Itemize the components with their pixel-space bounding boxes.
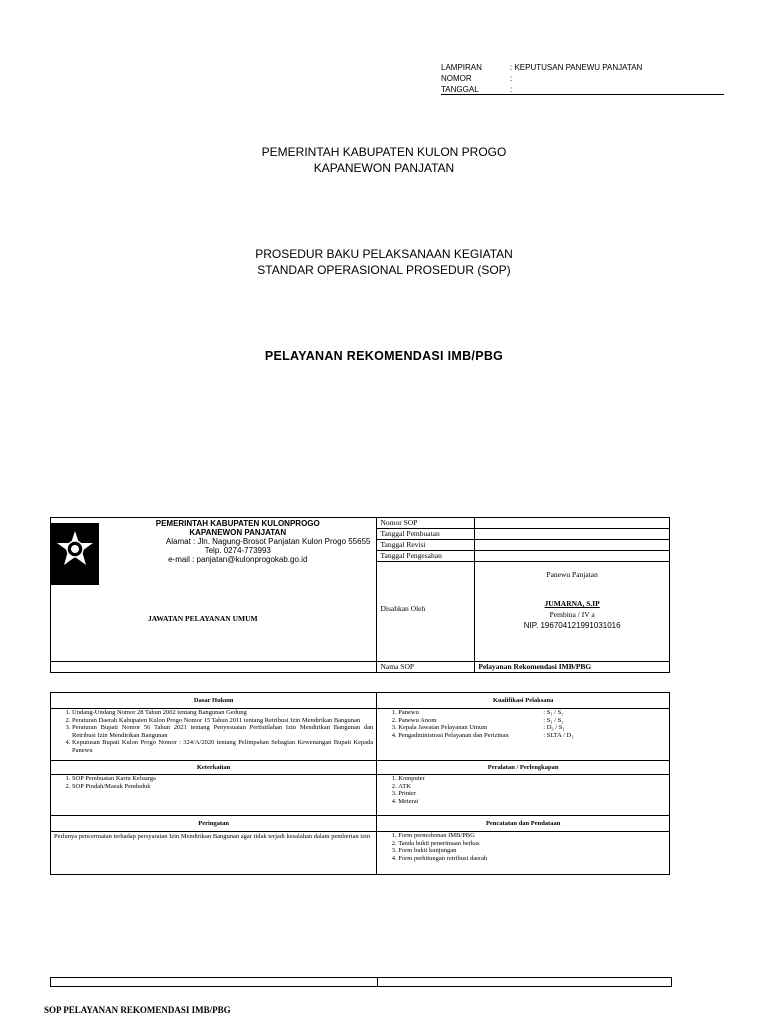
tanggal-revisi-value bbox=[475, 540, 670, 551]
list-item: 3. Form bukti kunjungan bbox=[398, 847, 666, 855]
org-phone: Telp. 0274-773993 bbox=[204, 546, 271, 555]
list-item: 2. Peraturan Daerah Kabupaten Kulon Progo Nomor 15 Tahun 2011 tentang Retribusi Izin Mendirikan Bangunan bbox=[72, 717, 373, 725]
peralatan-header: Peralatan / Perlengkapan bbox=[377, 761, 670, 775]
qual-value: : SLTA / D₃ bbox=[543, 731, 574, 739]
org-email: e-mail : panjatan@kulonprogokab.go.id bbox=[168, 555, 308, 564]
peringatan-header: Peringatan bbox=[51, 816, 377, 832]
dasar-hukum-header: Dasar Hukum bbox=[51, 693, 377, 709]
org-address: Alamat : Jln. Nagung-Brosot Panjatan Kulon Progo 55655 bbox=[165, 537, 371, 546]
nomor-label: NOMOR bbox=[441, 74, 472, 83]
list-item bbox=[398, 724, 666, 732]
approver-rank: Pembina / IV a bbox=[549, 610, 595, 619]
procedure-heading bbox=[0, 246, 768, 278]
keterkaitan-list bbox=[51, 775, 377, 816]
tanggal-revisi-label: Tanggal Revisi bbox=[377, 540, 475, 551]
district-name: KAPANEWON PANJATAN bbox=[313, 161, 455, 175]
lampiran-label: LAMPIRAN bbox=[441, 63, 482, 72]
peringatan-body: Perlunya pencermatan terhadap persyaratan Izin Mendirikan Bangunan agar tidak terjadi kesalahan dalam pemberian izin bbox=[54, 833, 371, 840]
kualifikasi-header: Kualifikasi Pelaksana bbox=[377, 693, 670, 709]
procedure-line: PROSEDUR BAKU PELAKSANAAN KEGIATAN bbox=[255, 247, 513, 261]
approval-cell bbox=[475, 562, 670, 662]
nomor-sop-label: Nomor SOP bbox=[377, 518, 475, 529]
pencatatan-header: Pencatatan dan Pendataan bbox=[377, 816, 670, 832]
list-item: 4. Meterai bbox=[398, 798, 666, 806]
tanggal-pembuatan-value bbox=[475, 529, 670, 540]
dasar-hukum-list bbox=[51, 709, 377, 761]
approver-nip: NIP. 196704121991031016 bbox=[523, 621, 621, 630]
government-name: PEMERINTAH KABUPATEN KULON PROGO bbox=[261, 145, 507, 159]
nomor-value: : bbox=[510, 74, 513, 83]
tanggal-label: TANGGAL bbox=[441, 85, 479, 94]
qual-value: : S₁ / S₂ bbox=[543, 709, 564, 716]
kualifikasi-list bbox=[377, 709, 670, 761]
list-item: 2. ATK bbox=[398, 783, 666, 791]
list-item bbox=[398, 709, 666, 717]
sop-line: STANDAR OPERASIONAL PROSEDUR (SOP) bbox=[257, 263, 511, 277]
qual-name: 2. Panewu Anom bbox=[398, 716, 437, 724]
org-cell bbox=[51, 518, 377, 662]
nomor-row bbox=[441, 73, 642, 84]
lampiran-block bbox=[441, 62, 642, 95]
approver-title: Panewu Panjatan bbox=[546, 570, 598, 579]
org-name: PEMERINTAH KABUPATEN KULONPROGO bbox=[155, 519, 320, 528]
tanggal-pengesahan-label: Tanggal Pengesahan bbox=[377, 551, 475, 562]
document-title: PELAYANAN REKOMENDASI IMB/PBG bbox=[264, 349, 504, 363]
sop-detail-table bbox=[50, 692, 670, 875]
tanggal-pengesahan-value bbox=[475, 551, 670, 562]
list-item bbox=[398, 732, 666, 740]
list-item: 1. SOP Pembuatan Kartu Keluarga bbox=[72, 775, 373, 783]
qual-value: : S₁ / S₂ bbox=[543, 716, 564, 724]
disahkan-label: Disahkan Oleh bbox=[377, 562, 475, 662]
list-item: 1. Komputer bbox=[398, 775, 666, 783]
list-item: 3. Printer bbox=[398, 790, 666, 798]
peringatan-text bbox=[51, 832, 377, 875]
list-item: 1. Form permohonan IMB/PBG bbox=[398, 832, 666, 840]
page-footer: SOP PELAYANAN REKOMENDASI IMB/PBG bbox=[44, 1005, 231, 1015]
lampiran-row bbox=[441, 62, 642, 73]
qual-name: 1. Panewu bbox=[398, 709, 419, 716]
emblem-icon bbox=[57, 531, 93, 567]
empty-cell bbox=[51, 662, 377, 673]
next-table-edge bbox=[50, 977, 672, 987]
keterkaitan-header: Keterkaitan bbox=[51, 761, 377, 775]
qual-name: 4. Pengadministrasi Pelayanan dan Perizinan bbox=[398, 731, 509, 739]
government-heading bbox=[0, 144, 768, 176]
list-item: 2. Tanda bukti penerimaan berkas bbox=[398, 840, 666, 848]
list-item: 4. Keputusan Bupati Kulon Progo Nomor : 324/A/2020 tentang Pelimpahan Sebagian Kewenangan Bupati Kepada Panewu bbox=[72, 739, 373, 754]
peralatan-list bbox=[377, 775, 670, 816]
unit-name: JAWATAN PELAYANAN UMUM bbox=[148, 614, 258, 623]
lampiran-value: : KEPUTUSAN PANEWU PANJATAN bbox=[510, 63, 643, 72]
list-item: 3. Peraturan Bupati Nomor 56 Tahun 2021 tentang Penyesuaian Pertistilahan Izin Mendirikan Bangunan dan Retribusi Izin Mendirikan Bangunan bbox=[72, 724, 373, 739]
sop-header-table bbox=[50, 517, 670, 673]
list-item: 4. Form perhitungan retribusi daerah bbox=[398, 855, 666, 863]
tanggal-value: : bbox=[510, 85, 513, 94]
nama-sop-label: Nama SOP bbox=[377, 662, 475, 673]
nama-sop-value: Pelayanan Rekomendasi IMB/PBG bbox=[475, 662, 670, 673]
org-district: KAPANEWON PANJATAN bbox=[189, 528, 287, 537]
kulon-progo-logo bbox=[51, 523, 99, 585]
nomor-sop-value bbox=[475, 518, 670, 529]
approver-name: JUMARNA, S.IP bbox=[544, 599, 600, 608]
list-item bbox=[398, 717, 666, 725]
qual-value: : D₃ / S₁ bbox=[543, 724, 565, 731]
tanggal-pembuatan-label: Tanggal Pembuatan bbox=[377, 529, 475, 540]
list-item: 2. SOP Pindah/Masuk Penduduk bbox=[72, 783, 373, 791]
table-divider bbox=[377, 978, 378, 986]
list-item: 1. Undang-Undang Nomor 28 Tahun 2002 tentang Bangunan Gedung bbox=[72, 709, 373, 717]
lampiran-divider bbox=[441, 94, 724, 95]
pencatatan-list bbox=[377, 832, 670, 875]
qual-name: 3. Kepala Jawatan Pelayanan Umum bbox=[398, 724, 488, 731]
